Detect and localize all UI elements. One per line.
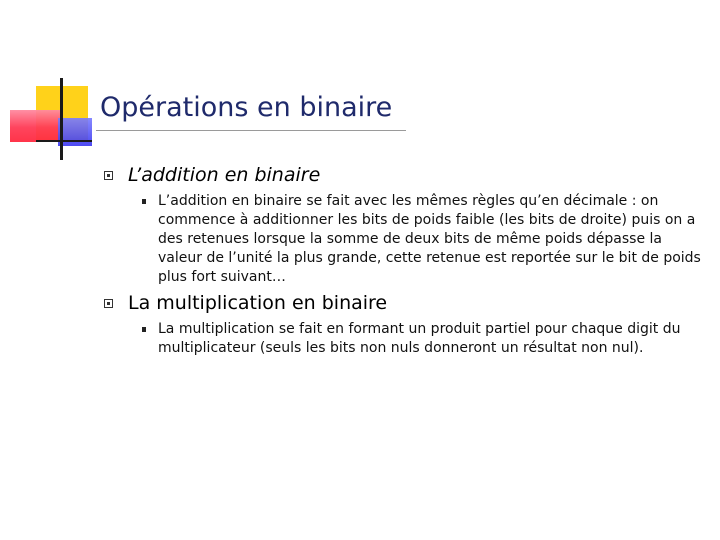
corner-decoration-horizontal-line: [36, 140, 92, 142]
section-heading: L’addition en binaire: [128, 164, 321, 186]
body-text: L’addition en binaire se fait avec les mêmes règles qu’en décimale : on commence à additionner les bits de poids faible (les bits de droite) puis on a des retenues lorsque la somme de deux bits de même poids dépasse la valeur de l’unité la plus grande, cette retenue est reportée sur le bit de poids plus fort suivant…: [158, 193, 701, 285]
corner-decoration-vertical-line: [60, 78, 63, 160]
small-square-bullet-icon: [142, 199, 146, 204]
section-heading: La multiplication en binaire: [128, 292, 388, 314]
corner-decoration-red: [10, 110, 60, 142]
title-underline: [96, 130, 406, 131]
square-bullet-icon: [104, 171, 113, 180]
square-bullet-icon: [104, 299, 113, 308]
slide-title: Opérations en binaire: [100, 92, 393, 123]
small-square-bullet-icon: [142, 327, 146, 332]
body-text: La multiplication se fait en formant un produit partiel pour chaque digit du multiplicateur (seuls les bits non nuls donneront un résultat non nul).: [158, 321, 681, 356]
